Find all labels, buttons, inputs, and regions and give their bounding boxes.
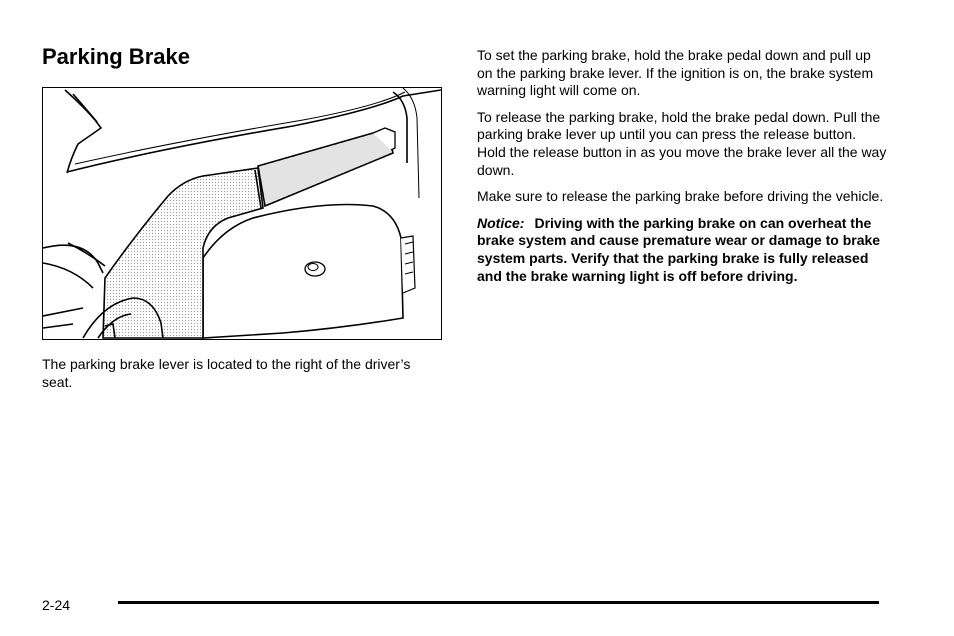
paragraph-release-before-driving: Make sure to release the parking brake before driving the vehicle. xyxy=(477,188,884,205)
notice-text: Driving with the parking brake on can overheat the brake system and cause premature wear or damage to brake system parts. Verify that the parking brake is fully released and the brake warning light is off before driving. xyxy=(477,214,881,284)
paragraph-set-brake: To set the parking brake, hold the brake pedal down and pull up on the parking brake lever. If the ignition is on, the brake system warning light will come on. xyxy=(477,47,874,99)
figure-caption: The parking brake lever is located to the right of the driver’s seat. xyxy=(42,356,411,390)
parking-brake-illustration xyxy=(42,87,442,340)
console-cover xyxy=(203,205,415,339)
footer-rule xyxy=(118,601,879,604)
paragraph-release-brake: To release the parking brake, hold the brake pedal down. Pull the parking brake lever up until you can press the release button. Hold the release button in as you move the brake lever all the way down. xyxy=(477,108,887,178)
instructions-column xyxy=(477,47,887,294)
notice-paragraph xyxy=(477,215,887,285)
section-title: Parking Brake xyxy=(42,44,190,69)
page-number: 2-24 xyxy=(42,597,71,613)
notice-label: Notice: xyxy=(477,214,525,231)
